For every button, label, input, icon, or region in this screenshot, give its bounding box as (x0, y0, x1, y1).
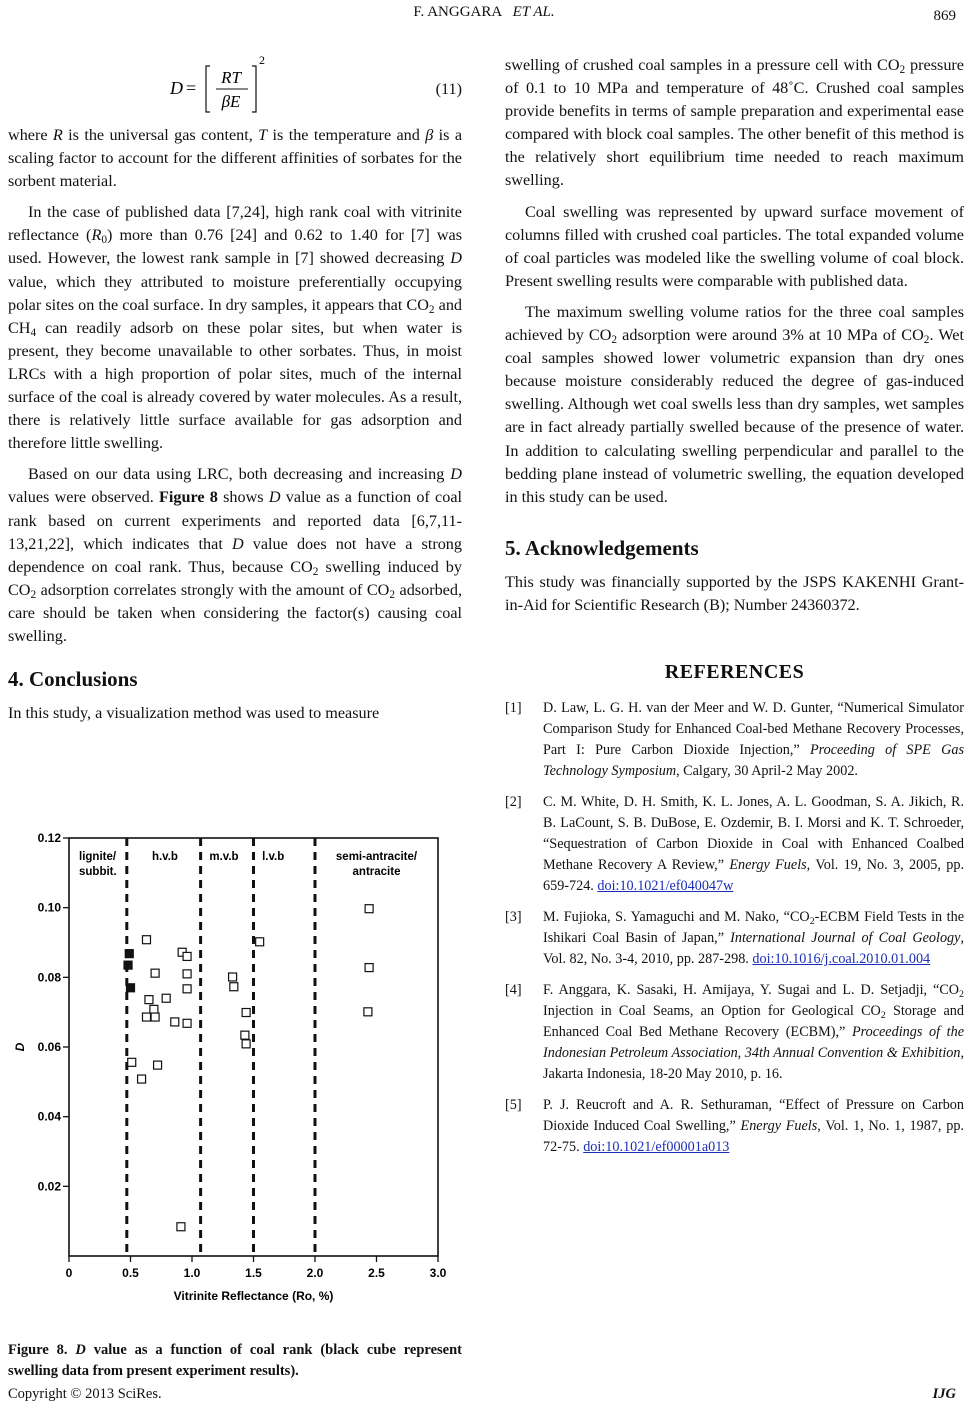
running-head (0, 4, 968, 21)
page-number: 869 (933, 8, 956, 24)
right-column (505, 54, 964, 1168)
data-point-reported (365, 964, 373, 972)
reference-item: [2] C. M. White, D. H. Smith, K. L. Jones, A. L. Goodman, S. A. Jikich, R. B. LaCount, S. B. DuBose, E. Ozdemir, B. I. Morsi and K. T. Schroeder, “Sequestration of Carbon Dioxide in Coal with Enhanced Coalbed Methane Recovery A Review,” Energy Fuels, Vol. 19, No. 3, 2005, pp. 659-724. doi:10.1021/ef040047w (505, 794, 964, 895)
running-head-authors: F. ANGGARA (413, 4, 502, 20)
data-point-reported (230, 983, 238, 991)
rank-zone-label: l.v.b (262, 851, 285, 863)
paragraph-definitions: where R is the universal gas content, T is the temperature and β is a scaling factor to account for the different affinities of sorbates for the sorbent material. (8, 126, 463, 191)
data-point-reported (151, 969, 159, 977)
data-point-reported (183, 970, 191, 978)
equation-number: (11) (435, 80, 462, 98)
x-tick-label: 2.0 (306, 1266, 324, 1280)
paragraph-max-swelling: The maximum swelling volume ratios for the three coal samples achieved by $CO_2$ adsorption were around 3% at 10 MPa of $CO_2$. Wet coal samples showed lower volumetric expansion than dry ones because moisture considerably reduced the degree of gas-induced swelling. Although wet coal swells less than dry samples, wet samples are in fact already partially swelled because of the presence of water. In addition to calculating swelling perpendicular and parallel to the bedding plane instead of volumetric swelling, the equation developed in this study can be used. (505, 302, 964, 506)
figure-8-reference: Figure 8 (158, 488, 218, 507)
paragraph-acknowledgements: This study was financially supported by the JSPS KAKENHI Grant-in-Aid for Scientific Research (B); Number 24360372. (505, 572, 964, 614)
equation-11 (8, 54, 462, 124)
data-point-reported (242, 1040, 250, 1048)
paragraph-conclusion-cont: swelling of crushed coal samples in a pressure cell with $CO_2$ pressure of 0.1 to 10 MPa and temperature of 48˚C. Crushed coal samples provide benefits in terms of sample preparation and experimental ease compared with block coal samples. The other benefit of this method is the relatively short equilibrium time needed to reach maximum swelling. (505, 56, 964, 190)
data-point-reported (242, 1009, 250, 1017)
data-point-reported (256, 938, 264, 946)
y-tick-label: 0.08 (37, 970, 61, 985)
data-point-reported (183, 985, 191, 993)
figure-8 (14, 826, 454, 1311)
data-point-reported (128, 1058, 136, 1066)
data-point-reported (365, 905, 373, 913)
eq-denominator: βE (221, 92, 241, 111)
y-tick-label: 0.04 (37, 1109, 61, 1124)
paragraph-our-data: Based on our data using LRC, both decreasing and increasing D values were observed. Figure 8 shows D value as a function of coal rank based on current experiments and reported data [6,7,11-13,21,22], which indicates that D value does not have a strong dependence on coal rank. Thus, because $CO_2$ swelling induced by $CO_2$ adsorption correlates strongly with the amount of $CO_2$ adsorbed, care should be taken when considering the factor(s) causing coal swelling. (8, 465, 463, 645)
heading-references: REFERENCES (664, 660, 805, 683)
doi-link[interactable]: doi:10.1021/ef040047w (597, 878, 734, 895)
eq-numerator: RT (221, 68, 241, 87)
paragraph-published-data: In the case of published data [7,24], high rank coal with vitrinite reflectance $(R_0)$ more than 0.76 [24] and 0.62 to 1.40 for [7] was used. However, the lowest rank sample in [7] showed decreasing D value, which they attributed to moisture preferentially occupying polar sites on the coal surface. In dry samples, it appears that $CO_2$ and $CH_4$ can readily adsorb on these polar sites, but when water is present, they become unavailable to other sorbates. Thus, in moist LRCs with a high proportion of polar sites, much of the internal surface of the coal is already covered by water molecules. As a result, there is relatively little surface available for gas adsorption and therefore little swelling. (8, 203, 463, 453)
eq-exponent: 2 (259, 54, 265, 67)
data-point-reported (183, 952, 191, 960)
paragraph-coal-swelling: Coal swelling was represented by upward surface movement of columns filled with crushed coal particles. The total expanded volume of coal particles was modeled like the swelling volume of coal block. Present swelling results were comparable with published data. (505, 202, 964, 290)
rank-zone-label: lignite/ (79, 851, 117, 863)
page-header (0, 2, 968, 26)
data-point-reported (241, 1031, 249, 1039)
data-point-reported (229, 973, 237, 981)
data-point-present (125, 950, 133, 958)
x-tick-label: 0.5 (122, 1266, 139, 1280)
data-point-reported (162, 994, 170, 1002)
data-point-reported (364, 1008, 372, 1016)
data-point-reported (145, 996, 153, 1004)
reference-item: [3] M. Fujioka, S. Yamaguchi and M. Nako, “$CO_2$-ECBM Field Tests in the Ishikari Coal Basin of Japan,” International Journal of Coal Geology, Vol. 82, No. 3-4, 2010, pp. 287-298. doi:10.1016/j.coal.2010.01.004 (505, 909, 964, 968)
data-point-reported (150, 1005, 158, 1013)
y-tick-label: 0.06 (37, 1040, 61, 1054)
x-axis-label: Vitrinite Reflectance (Ro, %) (173, 1289, 334, 1303)
x-tick-label: 3.0 (429, 1266, 447, 1280)
figure-8-caption: Figure 8. D value as a function of coal rank (black cube represent swelling data from present experiment results). (8, 1342, 462, 1379)
y-tick-label: 0.02 (37, 1179, 61, 1194)
data-point-reported (177, 1223, 185, 1231)
journal-abbrev: IJG (932, 1386, 956, 1402)
y-tick-label: 0.10 (37, 900, 61, 915)
x-tick-label: 1.0 (183, 1266, 201, 1280)
reference-item: [5] P. J. Reucroft and A. R. Sethuraman, “Effect of Pressure on Carbon Dioxide Induced Coal Swelling,” Energy Fuels, Vol. 1, No. 1, 1987, pp. 72-75. doi:10.1021/ef00001a013 (505, 1097, 964, 1156)
rank-zone-label: m.v.b (209, 851, 239, 863)
x-tick-label: 2.5 (368, 1266, 385, 1280)
rank-zone-label: subbit. (79, 866, 117, 878)
running-head-etal: ET AL. (512, 4, 555, 20)
data-point-reported (138, 1075, 146, 1083)
data-point-reported (142, 936, 150, 944)
reference-item: [1] D. Law, L. G. H. van der Meer and W. D. Gunter, “Numerical Simulator Comparison Study for Enhanced Coal-bed Methane Recovery Processes, Part I: Pure Carbon Dioxide Injection,” Proceeding of SPE Gas Technology Symposium, Calgary, 30 April-2 May 2002. (505, 700, 964, 780)
eq-equals: = (186, 78, 197, 98)
x-tick-label: 1.5 (245, 1266, 262, 1280)
y-tick-label: 0.12 (37, 831, 61, 845)
data-point-present (127, 984, 135, 992)
doi-link[interactable]: doi:10.1021/ef00001a013 (583, 1139, 730, 1156)
paragraph-conclusions: In this study, a visualization method was used to measure (8, 704, 380, 723)
eq-lhs: D (170, 78, 183, 98)
data-point-reported (142, 1013, 150, 1021)
rank-zone-label: semi-antracite/ (335, 851, 418, 863)
data-point-reported (151, 1013, 159, 1021)
x-tick-label: 0 (65, 1266, 73, 1280)
heading-conclusions: 4. Conclusions (8, 667, 138, 692)
reference-item: [4] F. Anggara, K. Sasaki, H. Amijaya, Y. Sugai and L. D. Setjadji, “$CO_2$ Injection in Coal Seams, an Option for Geological $CO_2$ Storage and Enhanced Coal Bed Methane Recovery (ECBM),” Proceedings of the Indonesian Petroleum Association, 34th Annual Convention & Exhibition, Jakarta Indonesia, 18-20 May 2010, p. 16. (505, 982, 965, 1083)
y-axis-label: D (14, 1042, 27, 1052)
figure-8-chart (14, 826, 454, 1306)
left-column (8, 54, 462, 725)
rank-zone-label: antracite (352, 866, 401, 878)
data-point-reported (154, 1061, 162, 1069)
equation-graphic (168, 54, 288, 120)
copyright: Copyright © 2013 SciRes. (8, 1386, 162, 1402)
heading-acknowledgements: 5. Acknowledgements (505, 535, 699, 560)
doi-link[interactable]: doi:10.1016/j.coal.2010.01.004 (752, 951, 931, 968)
data-point-present (124, 961, 132, 969)
data-point-reported (183, 1019, 191, 1027)
data-point-reported (171, 1018, 179, 1026)
rank-zone-label: h.v.b (151, 851, 178, 863)
